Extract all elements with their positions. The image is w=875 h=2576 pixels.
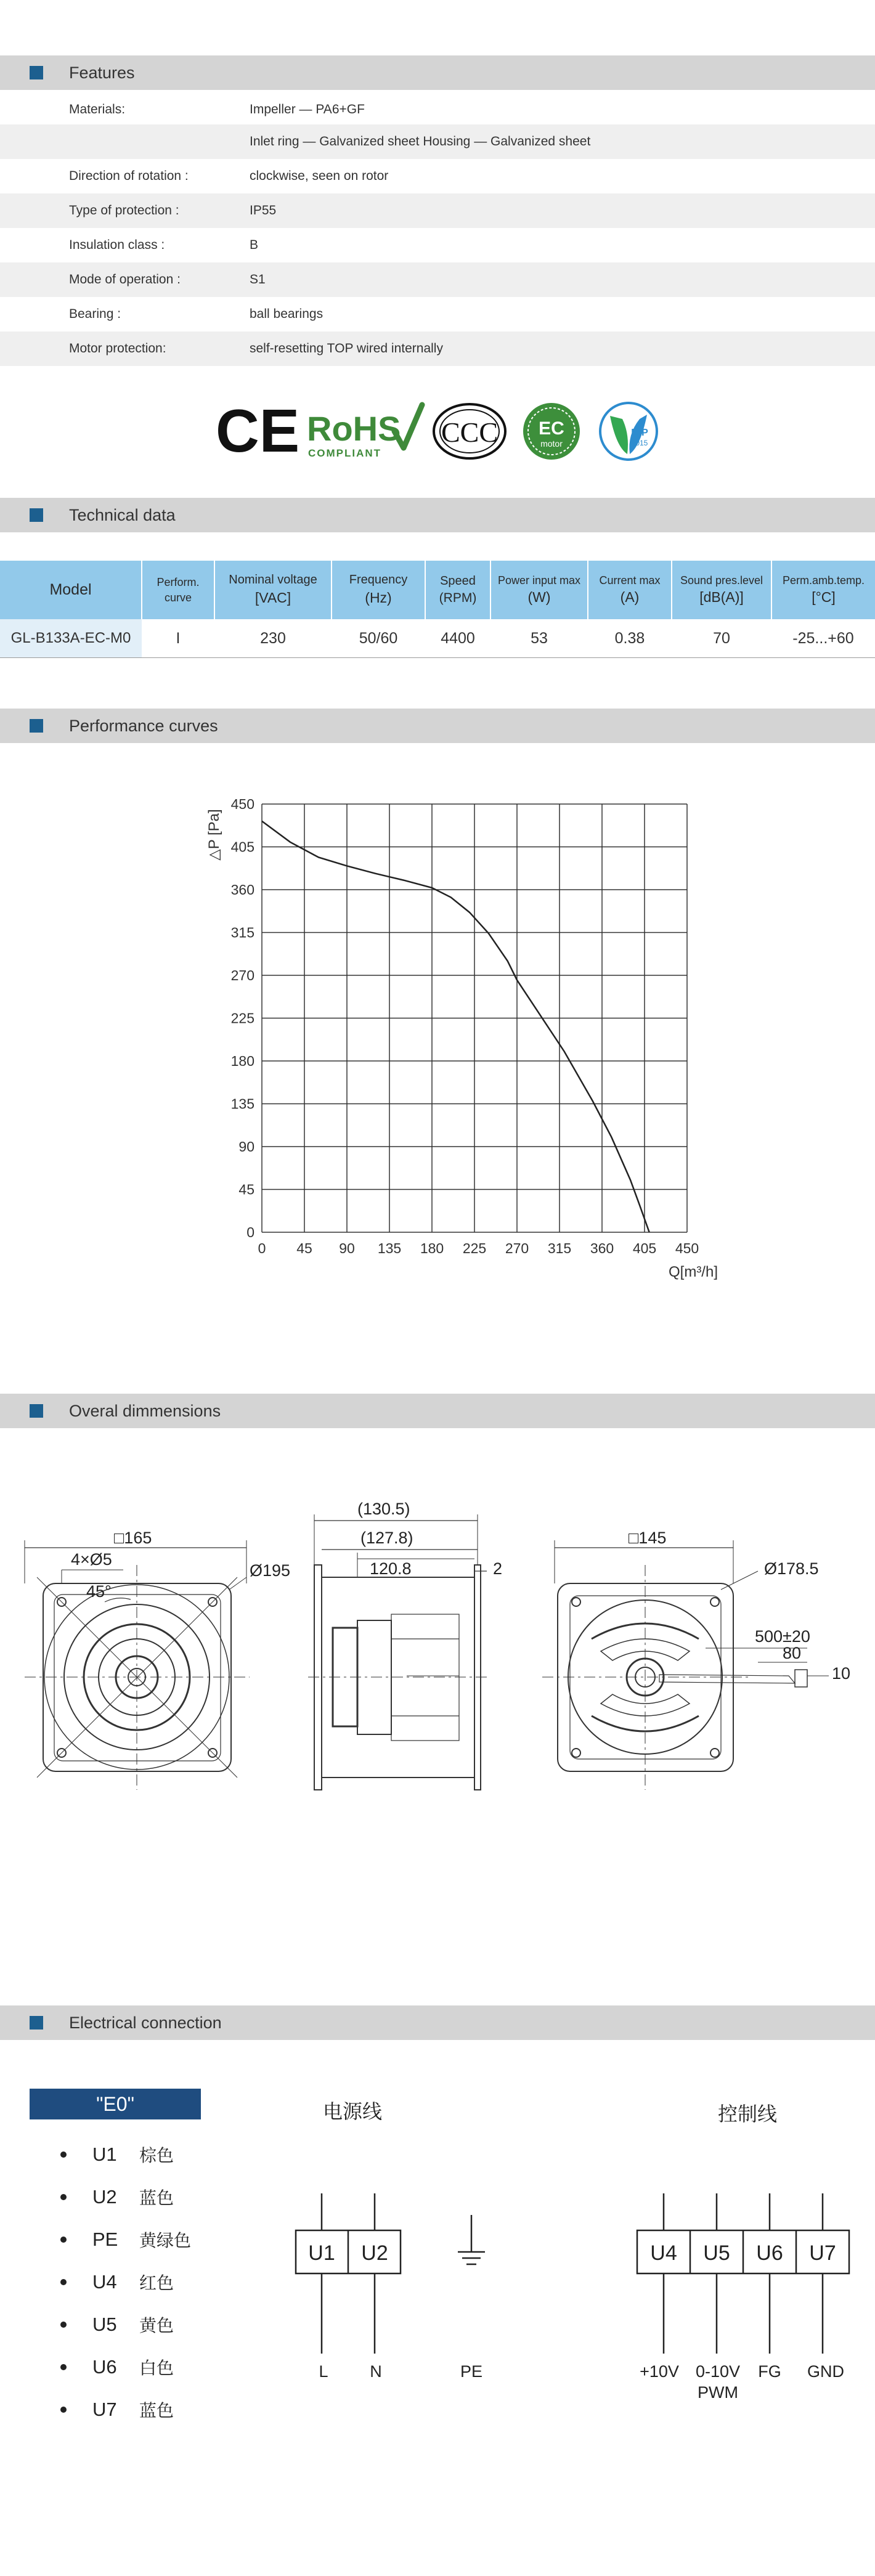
header-power: Power input max (W) (490, 561, 588, 619)
dim-square-165: □165 (114, 1529, 152, 1547)
section-dimensions (0, 1394, 875, 1428)
section-electrical (0, 2005, 875, 2040)
dim-130-5: (130.5) (357, 1500, 410, 1518)
feature-value: clockwise, seen on rotor (250, 169, 389, 183)
terminal-u5: U5 (703, 2241, 730, 2265)
section-marker-icon (30, 66, 43, 79)
section-title: Overal dimmensions (69, 1401, 221, 1420)
list-item: U1 棕色 (60, 2133, 191, 2176)
dimension-drawing (0, 1491, 875, 1873)
section-marker-icon (30, 508, 43, 522)
cell-frequency: 50/60 (332, 619, 425, 658)
terminal-u1: U1 (308, 2241, 335, 2265)
x-tick-label: 0 (258, 1240, 266, 1256)
y-tick-label: 90 (238, 1139, 254, 1155)
technical-table (0, 561, 875, 658)
wiring-diagram (0, 2082, 875, 2428)
section-title: Performance curves (69, 716, 218, 735)
y-tick-label: 45 (238, 1181, 254, 1198)
power-label-pe: PE (460, 2362, 483, 2381)
section-title: Features (69, 63, 135, 82)
dim-127-8: (127.8) (360, 1529, 413, 1547)
list-item: U2 蓝色 (60, 2176, 191, 2218)
cell-speed: 4400 (425, 619, 490, 658)
chart-tick-labels (231, 796, 699, 1256)
list-item: U4 红色 (60, 2261, 191, 2303)
cell-temp: -25...+60 (771, 619, 875, 658)
cell-curve: I (142, 619, 214, 658)
dim-dia-178-5: Ø178.5 (764, 1559, 819, 1578)
list-item: U5 黄色 (60, 2303, 191, 2346)
control-label-0-10v: 0-10V (695, 2362, 741, 2381)
e0-label-box: "E0" (30, 2089, 201, 2119)
dim-cable-10: 10 (832, 1664, 851, 1683)
front-view-drawing (25, 1540, 250, 1790)
power-label-l: L (319, 2362, 328, 2381)
certification-logos (216, 397, 665, 465)
x-axis-label: Q[m³/h] (668, 1264, 718, 1280)
terminal-u4: U4 (650, 2241, 677, 2265)
feature-value: B (250, 238, 259, 252)
dim-cable-80: 80 (783, 1644, 802, 1662)
erp-logo-icon (600, 403, 657, 460)
cell-model: GL-B133A-EC-M0 (0, 619, 142, 658)
ec-motor-logo-icon (523, 403, 580, 460)
feature-value: Inlet ring — Galvanized sheet Housing — Galvanized sheet (250, 134, 591, 148)
dim-angle: 45° (86, 1582, 112, 1601)
feature-label: Type of protection : (69, 203, 179, 217)
cell-power: 53 (490, 619, 588, 658)
dim-square-145: □145 (629, 1529, 667, 1547)
feature-value: S1 (250, 272, 266, 286)
performance-chart (179, 779, 721, 1297)
cell-current: 0.38 (588, 619, 672, 658)
terminal-u2: U2 (361, 2241, 388, 2265)
y-tick-label: 360 (230, 882, 254, 898)
svg-text:CCC: CCC (441, 416, 499, 448)
table-row (0, 619, 875, 658)
list-item: PE 黄绿色 (60, 2218, 191, 2261)
header-model: Model (0, 561, 142, 619)
dim-2: 2 (493, 1559, 503, 1578)
control-terminal-block (637, 2193, 849, 2354)
dim-holes: 4×Ø5 (71, 1550, 112, 1569)
y-tick-label: 405 (230, 839, 254, 855)
svg-text:COMPLIANT: COMPLIANT (308, 447, 382, 459)
header-speed: Speed (RPM) (425, 561, 490, 619)
feature-label: Mode of operation : (69, 272, 181, 286)
y-tick-label: 270 (230, 967, 254, 983)
side-view-drawing (308, 1514, 490, 1790)
power-label-n: N (370, 2362, 382, 2381)
feature-label: Motor protection: (69, 341, 166, 356)
y-axis-label: △P [Pa] (206, 809, 222, 861)
power-line-title: 电源线 (322, 2100, 383, 2123)
feature-label: Materials: (69, 102, 126, 116)
dim-cable-500: 500±20 (755, 1627, 810, 1646)
x-tick-label: 405 (632, 1240, 657, 1256)
ground-icon (458, 2215, 485, 2264)
header-frequency: Frequency (Hz) (332, 561, 425, 619)
list-item: U6 白色 (60, 2346, 191, 2388)
table-header-row (0, 561, 875, 619)
control-label-fg: FG (758, 2362, 781, 2381)
rohs-logo-icon (307, 405, 422, 459)
feature-row-materials (0, 92, 875, 127)
svg-text:ErP: ErP (631, 428, 648, 438)
y-tick-label: 225 (230, 1010, 254, 1026)
feature-value: self-resetting TOP wired internally (250, 341, 443, 356)
feature-row-bearing (0, 297, 875, 331)
feature-label: Bearing : (69, 307, 121, 321)
header-sound: Sound pres.level [dB(A)] (672, 561, 771, 619)
section-marker-icon (30, 2016, 43, 2030)
section-technical (0, 498, 875, 532)
cell-voltage: 230 (214, 619, 332, 658)
feature-row-rotation (0, 159, 875, 193)
terminal-u6: U6 (756, 2241, 783, 2265)
x-tick-label: 180 (420, 1240, 444, 1256)
x-tick-label: 45 (296, 1240, 312, 1256)
y-tick-label: 180 (230, 1053, 254, 1069)
list-item: U7 蓝色 (60, 2388, 191, 2431)
svg-text:RoHS: RoHS (307, 409, 401, 448)
cell-sound: 70 (672, 619, 771, 658)
power-terminal-block (296, 2193, 401, 2354)
x-tick-label: 360 (590, 1240, 614, 1256)
svg-text:CE: CE (216, 397, 300, 465)
header-current: Current max (A) (588, 561, 672, 619)
y-tick-label: 0 (246, 1224, 254, 1240)
feature-row-motor-protection (0, 331, 875, 366)
control-label-gnd: GND (807, 2362, 844, 2381)
x-tick-label: 315 (547, 1240, 572, 1256)
y-tick-label: 315 (230, 924, 254, 941)
x-tick-label: 225 (462, 1240, 487, 1256)
svg-text:motor: motor (540, 439, 563, 449)
feature-label: Direction of rotation : (69, 169, 189, 183)
control-label-pwm: PWM (698, 2383, 738, 2402)
control-label-10v: +10V (640, 2362, 679, 2381)
chart-grid (262, 804, 687, 1232)
series-line-I (262, 821, 649, 1232)
y-tick-label: 450 (230, 796, 254, 812)
svg-text:2015: 2015 (631, 439, 648, 447)
x-tick-label: 450 (675, 1240, 699, 1256)
section-marker-icon (30, 719, 43, 733)
terminal-u7: U7 (809, 2241, 836, 2265)
dim-120-8: 120.8 (370, 1559, 412, 1578)
y-tick-label: 135 (230, 1095, 254, 1112)
section-marker-icon (30, 1404, 43, 1418)
header-temp: Perm.amb.temp. [°C] (771, 561, 875, 619)
section-features (0, 55, 875, 90)
section-title: Electrical connection (69, 2013, 222, 2032)
feature-row-materials-2 (0, 124, 875, 159)
header-voltage: Nominal voltage [VAC] (214, 561, 332, 619)
x-tick-label: 270 (505, 1240, 529, 1256)
ce-mark-icon (216, 397, 299, 465)
x-tick-label: 135 (377, 1240, 402, 1256)
feature-row-protection (0, 193, 875, 228)
dim-dia-195: Ø195 (250, 1561, 291, 1580)
feature-label: Insulation class : (69, 238, 165, 252)
feature-value: IP55 (250, 203, 277, 217)
feature-value: ball bearings (250, 307, 324, 321)
x-tick-label: 90 (339, 1240, 355, 1256)
feature-value: Impeller — PA6+GF (250, 102, 365, 116)
header-perform-curve: Perform. curve (142, 561, 214, 619)
section-title: Technical data (69, 505, 176, 524)
feature-row-operation (0, 262, 875, 297)
ccc-logo-icon (434, 404, 505, 458)
section-performance (0, 709, 875, 743)
feature-row-insulation (0, 228, 875, 262)
control-line-title: 控制线 (717, 2103, 778, 2125)
svg-text:EC: EC (539, 418, 564, 439)
